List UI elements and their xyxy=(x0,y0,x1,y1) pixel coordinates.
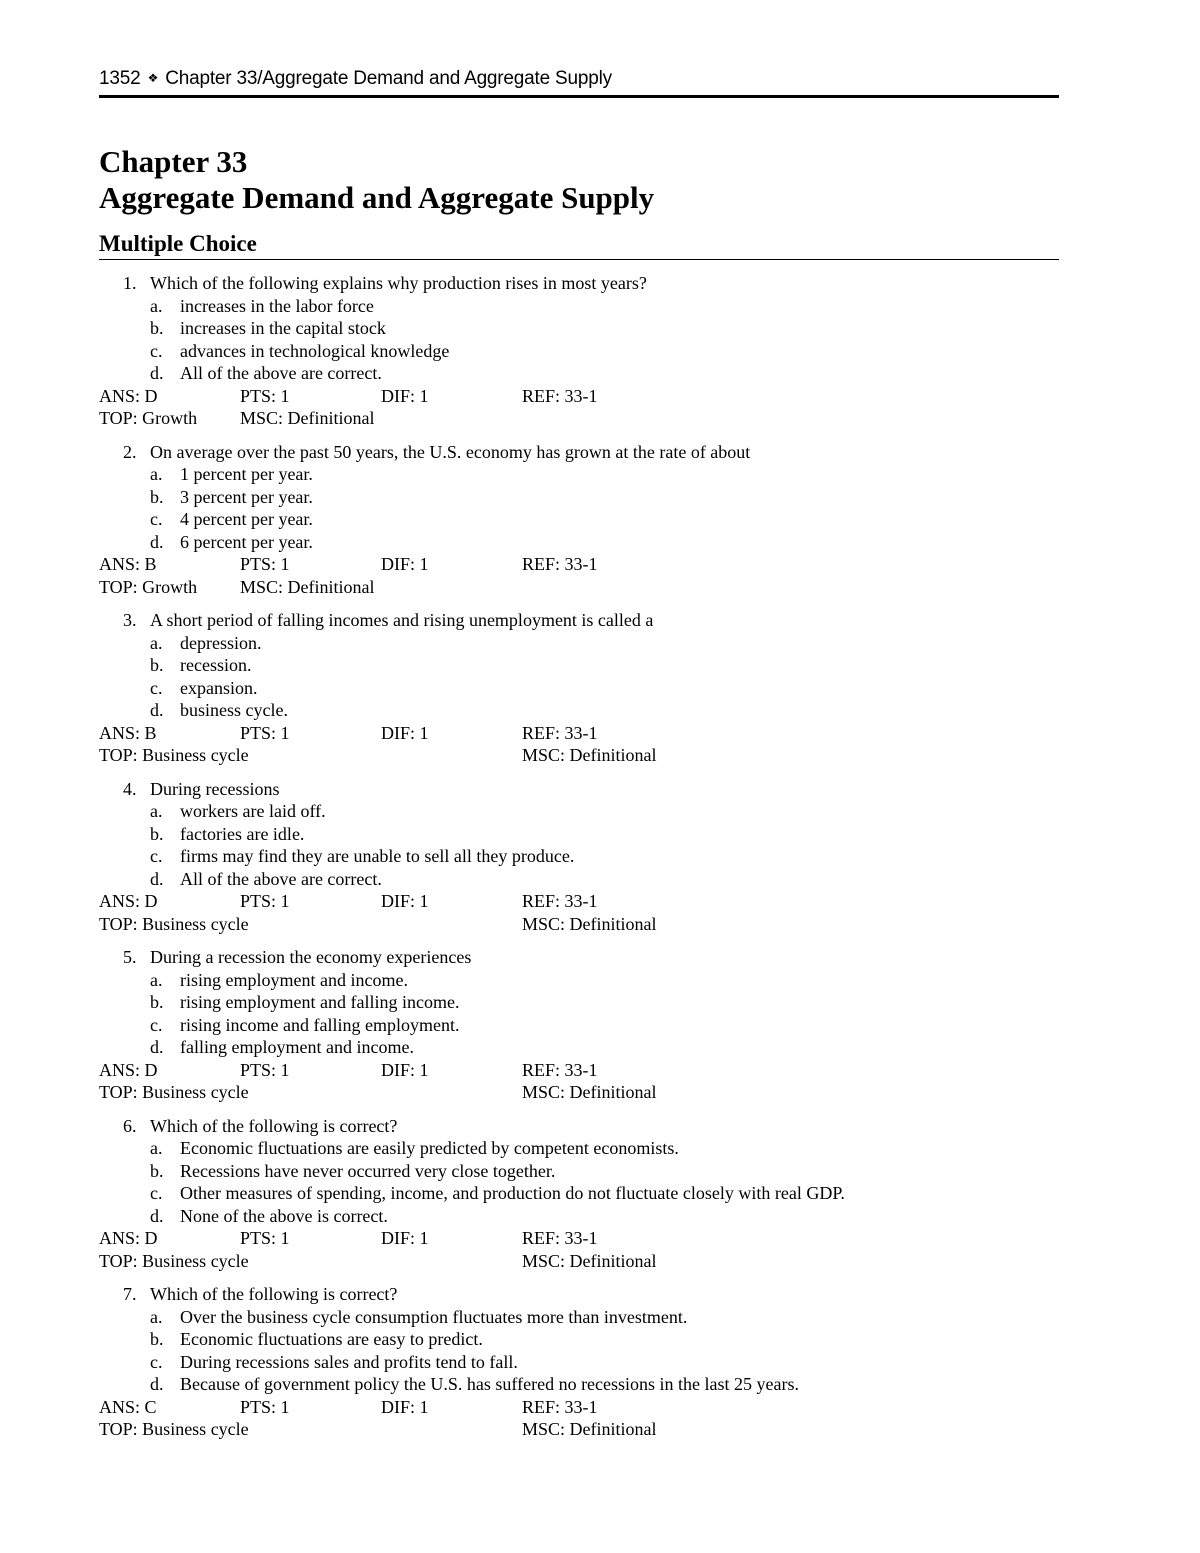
answer-choice xyxy=(99,868,1059,891)
choice-letter: b. xyxy=(150,1329,164,1349)
choice-text: rising employment and income. xyxy=(180,969,408,990)
choice-text: During recessions sales and profits tend to fall. xyxy=(180,1351,518,1372)
answer-choice xyxy=(99,699,1059,722)
answer-meta-row xyxy=(99,890,1059,913)
answer-choice xyxy=(99,340,1059,363)
reference: REF: 33-1 xyxy=(522,385,598,406)
topic: TOP: Business cycle xyxy=(99,1250,249,1271)
msc-label: MSC: Definitional xyxy=(522,913,657,934)
question-number: 4. xyxy=(123,778,137,799)
topic-meta-row xyxy=(99,407,1059,430)
question-item xyxy=(99,778,1059,936)
answer-choice xyxy=(99,1182,1059,1205)
choice-text: Recessions have never occurred very close together. xyxy=(180,1160,556,1181)
topic: TOP: Business cycle xyxy=(99,1082,249,1102)
question-list xyxy=(99,272,1059,1441)
points: PTS: 1 xyxy=(240,891,290,911)
reference: REF: 33-1 xyxy=(522,554,598,574)
msc-label: MSC: Definitional xyxy=(522,1250,657,1271)
question-text: During a recession the economy experiences xyxy=(150,947,472,967)
question-stem xyxy=(99,778,1059,801)
answer-choice xyxy=(99,1205,1059,1228)
points: PTS: 1 xyxy=(240,554,290,574)
reference: REF: 33-1 xyxy=(522,1059,598,1080)
answer-choice xyxy=(99,677,1059,700)
answer-key: ANS: B xyxy=(99,722,157,743)
answer-choice xyxy=(99,1373,1059,1396)
question-number: 3. xyxy=(123,610,137,630)
answer-choice xyxy=(99,508,1059,531)
choice-letter: b. xyxy=(150,655,164,675)
choice-letter: c. xyxy=(150,509,163,529)
reference: REF: 33-1 xyxy=(522,891,598,911)
choice-text: increases in the labor force xyxy=(180,295,374,316)
points: PTS: 1 xyxy=(240,1396,290,1417)
reference: REF: 33-1 xyxy=(522,1396,598,1417)
answer-key: ANS: D xyxy=(99,891,158,911)
choice-text: Other measures of spending, income, and production do not fluctuate closely with real GDP. xyxy=(180,1183,845,1203)
question-text: Which of the following is correct? xyxy=(150,1115,398,1136)
choice-letter: a. xyxy=(150,464,163,484)
choice-text: 6 percent per year. xyxy=(180,531,313,552)
answer-key: ANS: D xyxy=(99,1059,158,1080)
difficulty: DIF: 1 xyxy=(381,554,429,574)
choice-text: Over the business cycle consumption fluctuates more than investment. xyxy=(180,1306,688,1327)
choice-text: firms may find they are unable to sell all they produce. xyxy=(180,846,575,866)
answer-choice xyxy=(99,1351,1059,1374)
topic-meta-row xyxy=(99,1418,1059,1441)
answer-choice xyxy=(99,362,1059,385)
difficulty: DIF: 1 xyxy=(381,722,429,743)
choice-letter: b. xyxy=(150,992,164,1012)
answer-choice xyxy=(99,1137,1059,1160)
answer-choice xyxy=(99,317,1059,340)
choice-text: None of the above is correct. xyxy=(180,1205,388,1226)
choice-letter: c. xyxy=(150,1183,163,1203)
choice-letter: b. xyxy=(150,318,164,338)
question-number: 2. xyxy=(123,441,137,462)
answer-choice xyxy=(99,969,1059,992)
choice-text: Economic fluctuations are easily predicted by competent economists. xyxy=(180,1138,679,1158)
question-stem xyxy=(99,441,1059,464)
topic: TOP: Business cycle xyxy=(99,745,249,765)
points: PTS: 1 xyxy=(240,1059,290,1080)
answer-key: ANS: C xyxy=(99,1396,157,1417)
question-number: 5. xyxy=(123,947,137,967)
answer-choice xyxy=(99,486,1059,509)
choice-letter: d. xyxy=(150,1205,164,1226)
answer-choice xyxy=(99,531,1059,554)
running-title: Chapter 33/Aggregate Demand and Aggregate Supply xyxy=(165,68,612,89)
answer-meta-row xyxy=(99,1396,1059,1419)
points: PTS: 1 xyxy=(240,722,290,743)
choice-text: Economic fluctuations are easy to predict. xyxy=(180,1329,483,1349)
topic: TOP: Business cycle xyxy=(99,913,249,934)
question-item xyxy=(99,272,1059,430)
document-page xyxy=(99,66,1059,1452)
question-item xyxy=(99,609,1059,767)
question-stem xyxy=(99,1283,1059,1306)
difficulty: DIF: 1 xyxy=(381,385,429,406)
choice-letter: c. xyxy=(150,677,163,698)
diamond-icon: ❖ xyxy=(147,71,159,85)
choice-text: 4 percent per year. xyxy=(180,509,313,529)
choice-text: workers are laid off. xyxy=(180,801,326,821)
answer-choice xyxy=(99,463,1059,486)
msc-label: MSC: Definitional xyxy=(522,1419,657,1439)
choice-letter: d. xyxy=(150,700,164,720)
choice-letter: a. xyxy=(150,295,163,316)
topic: TOP: Growth xyxy=(99,576,198,597)
choice-letter: a. xyxy=(150,1138,163,1158)
question-stem xyxy=(99,946,1059,969)
answer-choice xyxy=(99,845,1059,868)
choice-letter: d. xyxy=(150,1374,164,1394)
question-stem xyxy=(99,1115,1059,1138)
question-item xyxy=(99,1115,1059,1273)
difficulty: DIF: 1 xyxy=(381,1228,429,1248)
topic-meta-row xyxy=(99,576,1059,599)
answer-meta-row xyxy=(99,1227,1059,1250)
question-text: Which of the following is correct? xyxy=(150,1284,398,1304)
question-item xyxy=(99,441,1059,599)
choice-text: expansion. xyxy=(180,677,258,698)
difficulty: DIF: 1 xyxy=(381,891,429,911)
answer-choice xyxy=(99,1328,1059,1351)
choice-letter: a. xyxy=(150,969,163,990)
topic: TOP: Growth xyxy=(99,408,198,428)
answer-choice xyxy=(99,632,1059,655)
choice-letter: a. xyxy=(150,1306,163,1327)
choice-letter: a. xyxy=(150,801,163,821)
points: PTS: 1 xyxy=(240,385,290,406)
topic-meta-row xyxy=(99,744,1059,767)
answer-choice xyxy=(99,1306,1059,1329)
choice-text: falling employment and income. xyxy=(180,1037,414,1057)
question-number: 6. xyxy=(123,1115,137,1136)
answer-choice xyxy=(99,1014,1059,1037)
msc-label: MSC: Definitional xyxy=(522,745,657,765)
choice-letter: b. xyxy=(150,823,164,844)
choice-letter: c. xyxy=(150,1351,163,1372)
answer-key: ANS: B xyxy=(99,554,157,574)
choice-text: factories are idle. xyxy=(180,823,305,844)
answer-key: ANS: D xyxy=(99,1228,158,1248)
choice-text: increases in the capital stock xyxy=(180,318,386,338)
choice-letter: c. xyxy=(150,1014,163,1035)
answer-meta-row xyxy=(99,553,1059,576)
choice-letter: a. xyxy=(150,632,163,653)
reference: REF: 33-1 xyxy=(522,722,598,743)
choice-letter: b. xyxy=(150,1160,164,1181)
answer-meta-row xyxy=(99,1059,1059,1082)
chapter-number: Chapter 33 xyxy=(99,144,248,179)
difficulty: DIF: 1 xyxy=(381,1396,429,1417)
answer-choice xyxy=(99,1160,1059,1183)
chapter-title: Aggregate Demand and Aggregate Supply xyxy=(99,180,655,215)
answer-key: ANS: D xyxy=(99,385,158,406)
question-text: Which of the following explains why production rises in most years? xyxy=(150,273,647,293)
topic: TOP: Business cycle xyxy=(99,1419,249,1439)
topic-meta-row xyxy=(99,1250,1059,1273)
choice-text: 3 percent per year. xyxy=(180,486,313,507)
difficulty: DIF: 1 xyxy=(381,1059,429,1080)
msc-label: MSC: Definitional xyxy=(240,576,375,597)
choice-letter: d. xyxy=(150,1037,164,1057)
answer-choice xyxy=(99,823,1059,846)
choice-text: recession. xyxy=(180,655,252,675)
choice-letter: c. xyxy=(150,846,163,866)
reference: REF: 33-1 xyxy=(522,1228,598,1248)
answer-meta-row xyxy=(99,385,1059,408)
choice-text: 1 percent per year. xyxy=(180,464,313,484)
question-text: A short period of falling incomes and rising unemployment is called a xyxy=(150,610,654,630)
topic-meta-row xyxy=(99,1081,1059,1104)
msc-label: MSC: Definitional xyxy=(240,408,375,428)
question-text: During recessions xyxy=(150,778,280,799)
question-number: 1. xyxy=(123,273,137,293)
choice-letter: c. xyxy=(150,340,163,361)
question-item xyxy=(99,946,1059,1104)
answer-meta-row xyxy=(99,722,1059,745)
choice-letter: b. xyxy=(150,486,164,507)
chapter-heading xyxy=(99,144,1059,216)
topic-meta-row xyxy=(99,913,1059,936)
answer-choice xyxy=(99,295,1059,318)
page-number: 1352 xyxy=(99,68,141,89)
choice-letter: d. xyxy=(150,868,164,889)
question-item xyxy=(99,1283,1059,1441)
choice-text: depression. xyxy=(180,632,262,653)
question-stem xyxy=(99,272,1059,295)
choice-text: advances in technological knowledge xyxy=(180,340,450,361)
choice-text: rising employment and falling income. xyxy=(180,992,460,1012)
choice-letter: d. xyxy=(150,363,164,383)
choice-text: business cycle. xyxy=(180,700,288,720)
choice-text: All of the above are correct. xyxy=(180,363,382,383)
points: PTS: 1 xyxy=(240,1228,290,1248)
question-number: 7. xyxy=(123,1284,137,1304)
answer-choice xyxy=(99,1036,1059,1059)
answer-choice xyxy=(99,800,1059,823)
answer-choice xyxy=(99,991,1059,1014)
choice-text: All of the above are correct. xyxy=(180,868,382,889)
choice-text: Because of government policy the U.S. has suffered no recessions in the last 25 years. xyxy=(180,1374,800,1394)
answer-choice xyxy=(99,654,1059,677)
msc-label: MSC: Definitional xyxy=(522,1082,657,1102)
choice-text: rising income and falling employment. xyxy=(180,1014,460,1035)
question-stem xyxy=(99,609,1059,632)
section-heading: Multiple Choice xyxy=(99,230,1059,260)
running-header xyxy=(99,66,1059,98)
question-text: On average over the past 50 years, the U.S. economy has grown at the rate of about xyxy=(150,441,751,462)
choice-letter: d. xyxy=(150,531,164,552)
